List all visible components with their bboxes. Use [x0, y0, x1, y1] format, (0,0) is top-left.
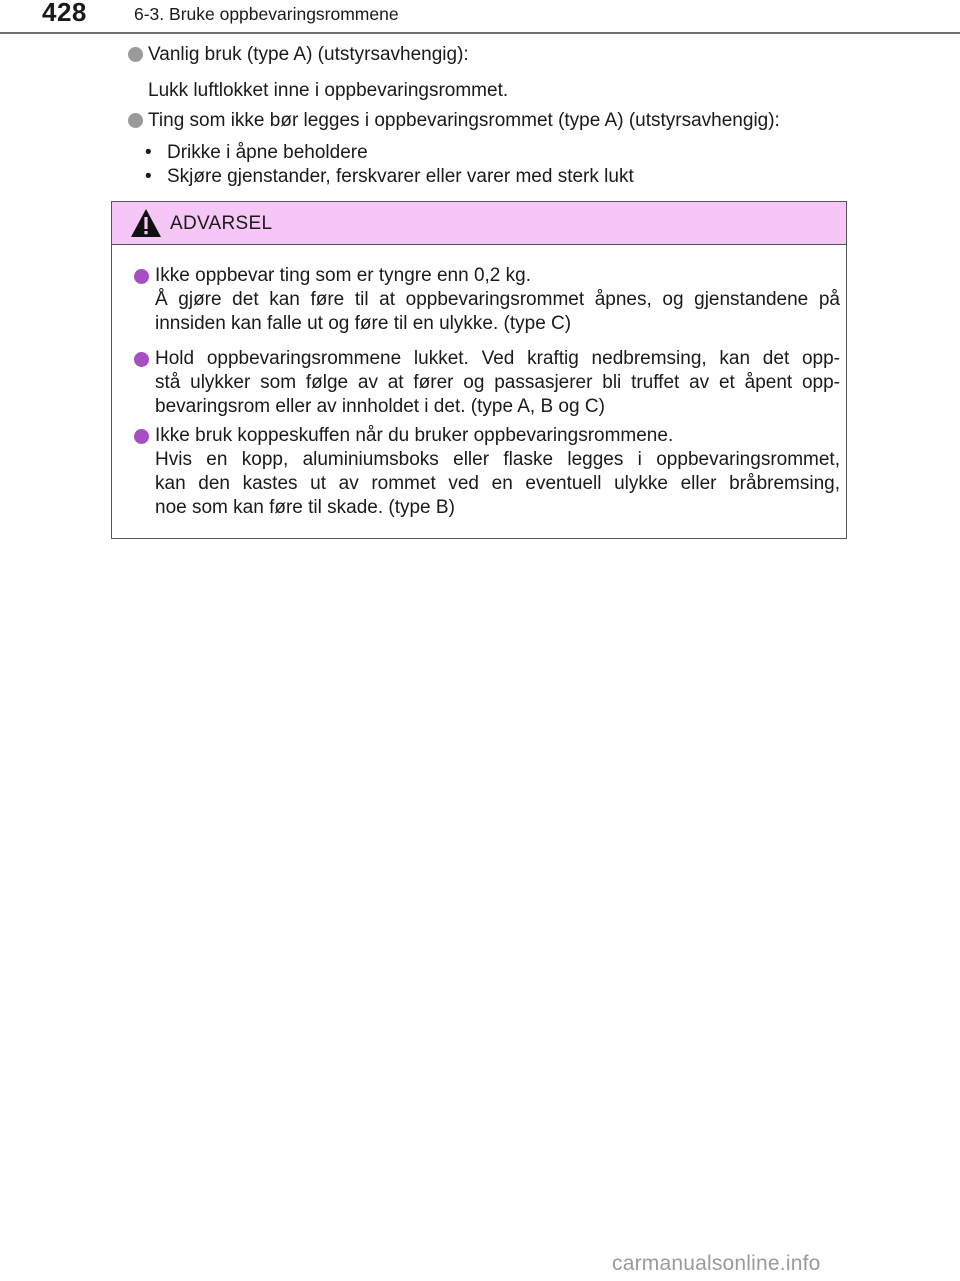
- small-dot-bullet-icon: •: [145, 166, 152, 187]
- warning-line: Hvis en kopp, aluminiumsboks eller flaske legges i oppbevaringsrommet,: [155, 449, 840, 470]
- watermark: carmanualsonline.info: [612, 1252, 821, 1275]
- header-divider: [0, 32, 960, 34]
- warning-line: innsiden kan falle ut og føre til en ulykke. (type C): [155, 313, 572, 334]
- sub-list-item: [145, 165, 634, 189]
- grey-circle-bullet-icon: [128, 113, 143, 128]
- intro-item-1-detail: Lukk luftlokket inne i oppbevaringsrommet.: [148, 80, 509, 101]
- warning-item-2-text: [155, 347, 840, 419]
- warning-item-1-text: [155, 264, 840, 336]
- purple-circle-bullet-icon: [134, 269, 149, 284]
- purple-circle-bullet-icon: [134, 352, 149, 367]
- page-header: [0, 0, 960, 36]
- warning-header: [112, 202, 846, 245]
- page-number: 428: [42, 0, 87, 27]
- warning-line: Å gjøre det kan føre til at oppbevaringsrommet åpnes, og gjenstandene på: [155, 289, 840, 310]
- small-dot-bullet-icon: •: [145, 142, 152, 163]
- warning-line: kan den kastes ut av rommet ved en eventuell ulykke eller bråbremsing,: [155, 473, 840, 494]
- warning-line: Ikke oppbevar ting som er tyngre enn 0,2 kg.: [155, 265, 531, 286]
- warning-item-3-text: [155, 424, 840, 520]
- intro-item-2-label: Ting som ikke bør legges i oppbevaringsrommet (type A) (utstyrsavhengig):: [148, 110, 780, 131]
- warning-line: noe som kan føre til skade. (type B): [155, 497, 455, 518]
- section-title: 6-3. Bruke oppbevaringsrommene: [134, 4, 399, 24]
- purple-circle-bullet-icon: [134, 429, 149, 444]
- intro-item-1-label: Vanlig bruk (type A) (utstyrsavhengig):: [148, 44, 469, 65]
- warning-triangle-icon: [130, 208, 162, 238]
- sub-item-text: Skjøre gjenstander, ferskvarer eller varer med sterk lukt: [167, 166, 634, 187]
- warning-title: ADVARSEL: [170, 213, 273, 234]
- sub-item-text: Drikke i åpne beholdere: [167, 142, 368, 163]
- warning-line: Hold oppbevaringsrommene lukket. Ved kraftig nedbremsing, kan det opp-: [155, 348, 840, 369]
- sub-list-item: [145, 141, 368, 165]
- grey-circle-bullet-icon: [128, 47, 143, 62]
- warning-line: Ikke bruk koppeskuffen når du bruker oppbevaringsrommene.: [155, 425, 674, 446]
- warning-line: stå ulykker som følge av at fører og passasjerer bli truffet av et åpent opp-: [155, 372, 840, 393]
- warning-line: bevaringsrom eller av innholdet i det. (type A, B og C): [155, 396, 605, 417]
- warning-box: [111, 201, 847, 539]
